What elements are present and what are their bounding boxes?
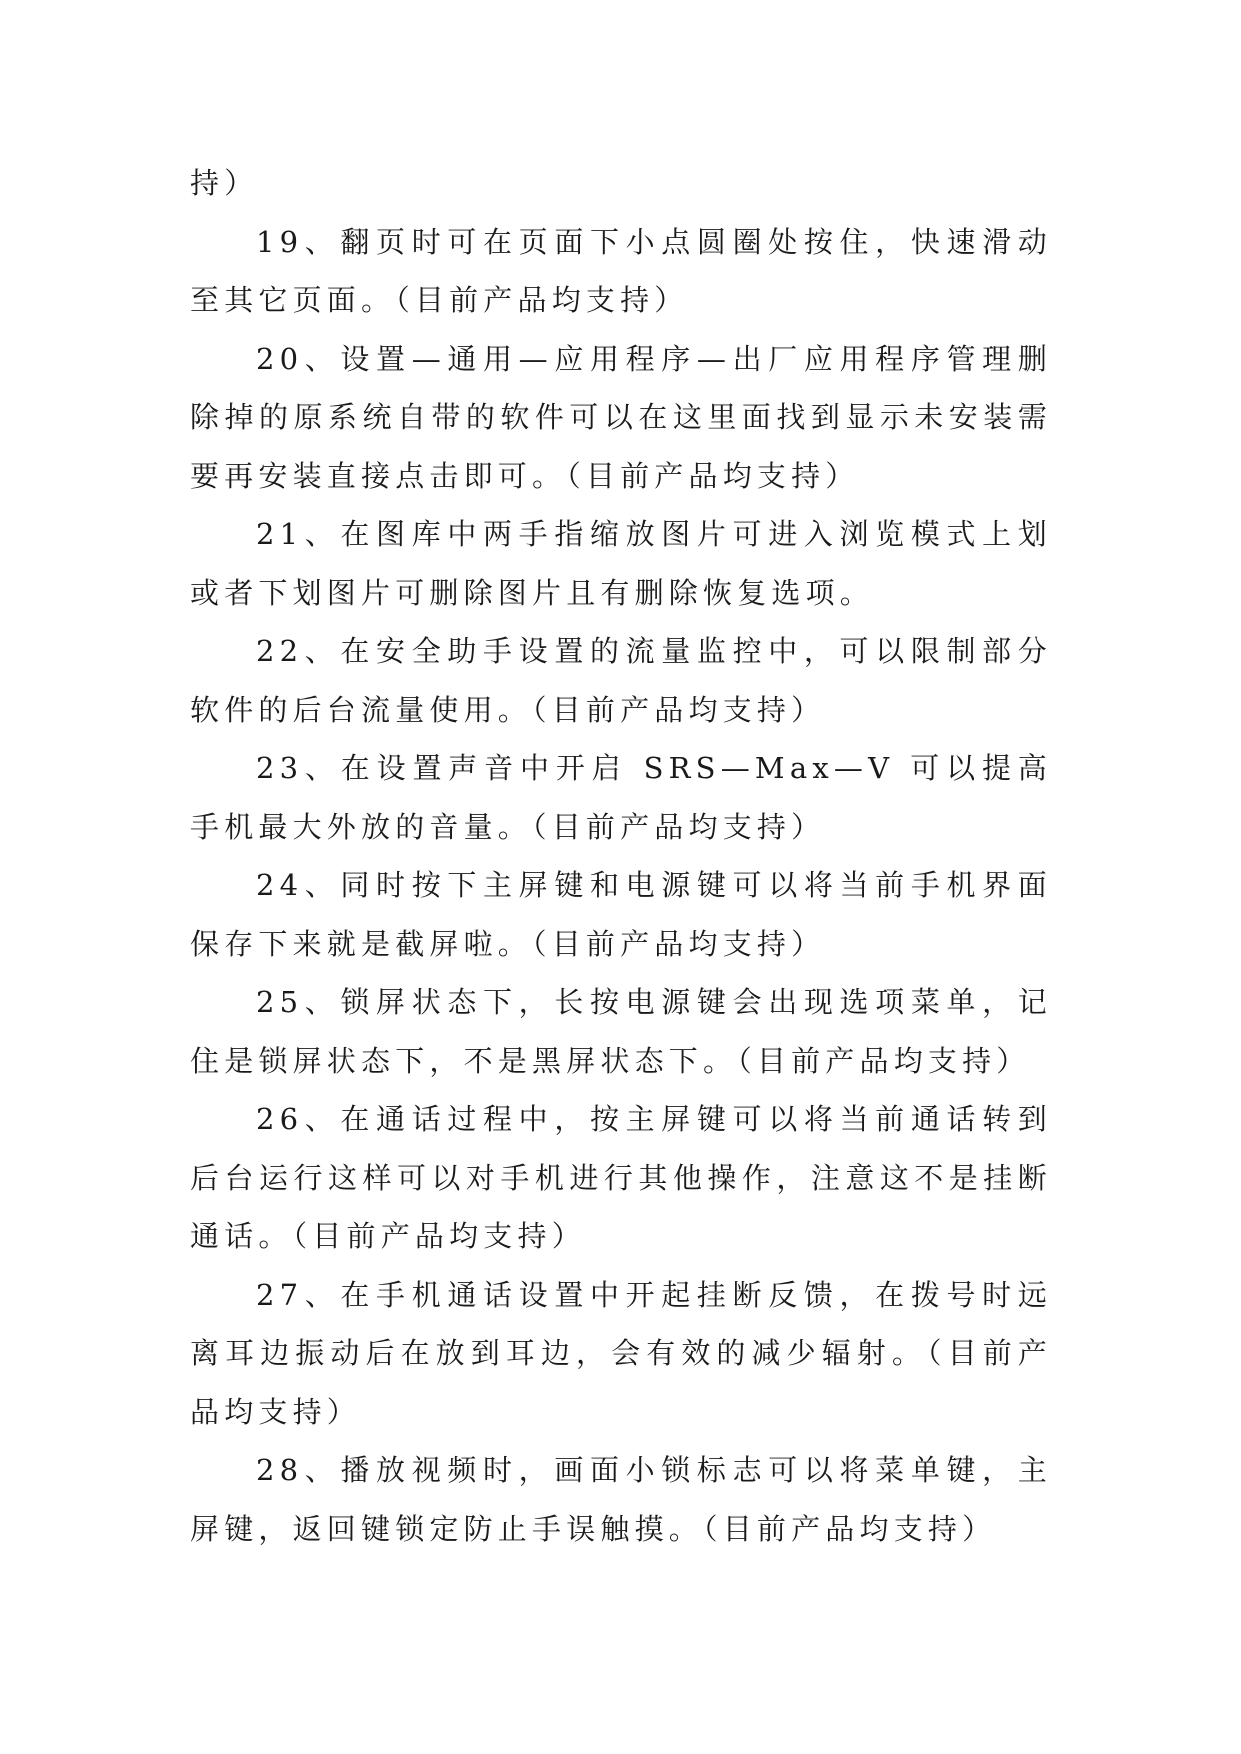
paragraph-tip-22: 22、在安全助手设置的流量监控中，可以限制部分软件的后台流量使用。（目前产品均支持） <box>190 634 1052 727</box>
paragraph-tip-21: 21、在图库中两手指缩放图片可进入浏览模式上划或者下划图片可删除图片且有删除恢复选项。 <box>190 517 1052 610</box>
paragraph-tip-26: 26、在通话过程中，按主屏键可以将当前通话转到后台运行这样可以对手机进行其他操作，注意这不是挂断通话。（目前产品均支持） <box>190 1102 1052 1253</box>
document-page <box>190 154 1052 1558</box>
paragraph-continuation: 持） <box>190 166 259 200</box>
paragraph-tip-25: 25、锁屏状态下，长按电源键会出现选项菜单，记住是锁屏状态下，不是黑屏状态下。（目前产品均支持） <box>190 985 1052 1078</box>
paragraph-tip-24: 24、同时按下主屏键和电源键可以将当前手机界面保存下来就是截屏啦。（目前产品均支持） <box>190 868 1052 961</box>
paragraph-tip-27: 27、在手机通话设置中开起挂断反馈，在拨号时远离耳边振动后在放到耳边，会有效的减少辐射。（目前产品均支持） <box>190 1277 1052 1429</box>
paragraph-tip-20: 20、设置—通用—应用程序—出厂应用程序管理删除掉的原系统自带的软件可以在这里面找到显示未安装需要再安装直接点击即可。（目前产品均支持） <box>190 341 1052 493</box>
paragraph-tip-19: 19、翻页时可在页面下小点圆圈处按住，快速滑动至其它页面。（目前产品均支持） <box>190 224 1052 317</box>
paragraph-tip-28: 28、播放视频时，画面小锁标志可以将菜单键，主屏键，返回键锁定防止手误触摸。（目前产品均支持） <box>190 1453 1052 1546</box>
paragraph-tip-23: 23、在设置声音中开启 SRS—Max—V 可以提高手机最大外放的音量。（目前产品均支持） <box>190 751 1052 844</box>
